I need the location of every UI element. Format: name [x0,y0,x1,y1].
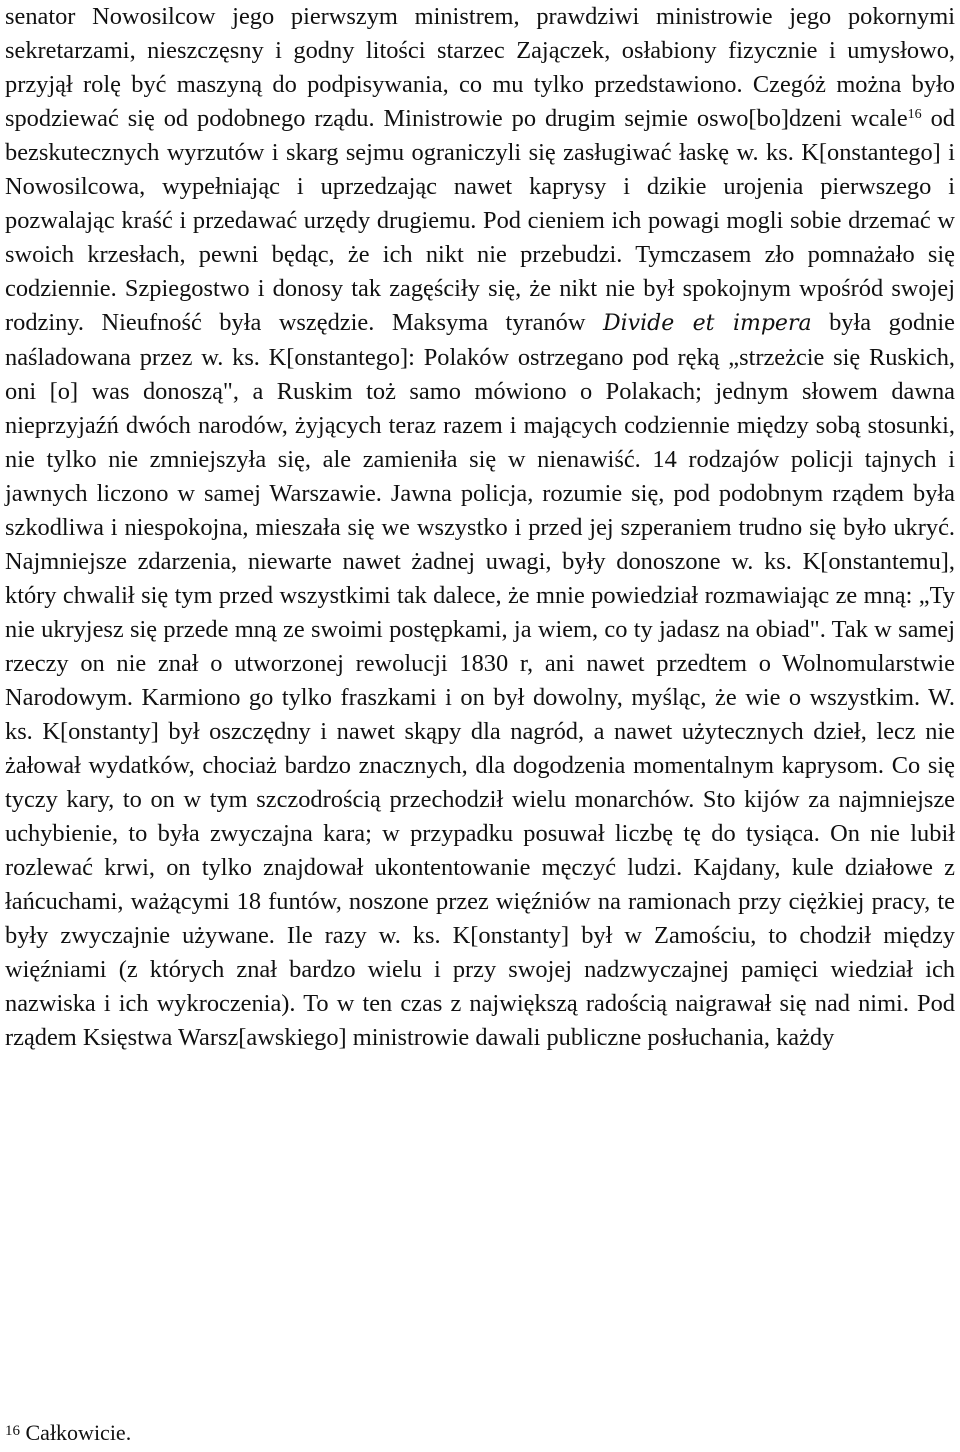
text-segment-2: od bezskutecznych wyrzutów i skarg sejmu ograniczyli się zasługiwać łaskę w. ks. K[onstantego] i Nowosilcowa, wypełniając i uprzedzając nawet kaprysy i dzikie urojenia pierwszego i pozwalając kraść i przedawać urzędy drugiemu. Pod cieniem ich powagi mogli sobie drzemać w swoich krzesłach, pewni będąc, że ich nikt nie przebudzi. Tymczasem zło pomnażało się codziennie. Szpiegostwo i donosy tak zagęściły się, że nikt nie był spokojnym wpośród swojej rodziny. Nieufność była wszędzie. Maksyma tyranów [5,105,955,336]
latin-maxim: Divide et impera [603,311,812,336]
footnote-text: Całkowicie. [25,1420,132,1445]
body-paragraph [5,0,955,1055]
footnote-number: 16 [5,1423,20,1439]
footnote [5,1418,131,1448]
text-segment-1: senator Nowosilcow jego pierwszym ministrem, prawdziwi ministrowie jego pokornymi sekretarzami, nieszczęsny i godny litości starzec Zajączek, osłabiony fizycznie i umysłowo, przyjął rolę być maszyną do podpisywania, co mu tylko przedstawiono. Czegóż można było spodziewać się od podobnego rządu. Ministrowie po drugim sejmie oswo[bo]dzeni wcale [5,3,955,132]
text-segment-3: była godnie naśladowana przez w. ks. K[onstantego]: Polaków ostrzegano pod ręką „strzeżcie się Ruskich, oni [o] was donoszą", a Ruskim toż samo mówiono o Polakach; jednym słowem dawna nieprzyjaźń dwóch narodów, żyjących teraz razem i mających codziennie między sobą stosunki, nie tylko nie zmniejszyła się, ale zamieniła się w nienawiść. 14 rodzajów policji tajnych i jawnych liczono w samej Warszawie. Jawna policja, rozumie się, pod podobnym rządem była szkodliwa i niespokojna, mieszała się we wszystko i przed jej szperaniem trudno się było ukryć. Najmniejsze zdarzenia, niewarte nawet żadnej uwagi, były donoszone w. ks. K[onstantemu], który chwalił się tym przed wszystkimi tak dalece, że mnie powiedział rozmawiając ze mną: „Ty nie ukryjesz się przede mną ze swoimi postępkami, ja wiem, co ty jadasz na obiad". Tak w samej rzeczy on nie znał o utworzonej rewolucji 1830 r, ani nawet przedtem o Wolnomularstwie Narodowym. Karmiono go tylko fraszkami i on był dowolny, myśląc, że wie o wszystkim. W. ks. K[onstanty] był oszczędny i nawet skąpy dla nagród, a nawet użytecznych dzieł, lecz nie żałował wydatków, chociaż bardzo znacznych, dla dogodzenia momentalnym kaprysom. Co się tyczy kary, to on w tym szczodrością przechodził wielu monarchów. Sto kijów za najmniejsze uchybienie, to była zwyczajna kara; w przypadku posuwał liczbę tę do tysiąca. On nie lubił rozlewać krwi, on tylko znajdował ukontentowanie męczyć ludzi. Kajdany, kule działowe z łańcuchami, ważącymi 18 funtów, noszone przez więźniów na ramionach przy ciężkiej pracy, te były zwyczajnie używane. Ile razy w. ks. K[onstanty] był w Zamościu, to chodził między więźniami (z których znał bardzo wielu i przy swojej nadzwyczajnej pamięci wiedział ich nazwiska i ich wykroczenia). To w ten czas z największą radością naigrawał się nad nimi. Pod rządem Księstwa Warsz[awskiego] ministrowie dawali publiczne posłuchania, każdy [5,309,955,1051]
footnote-reference[interactable]: 16 [907,107,922,122]
